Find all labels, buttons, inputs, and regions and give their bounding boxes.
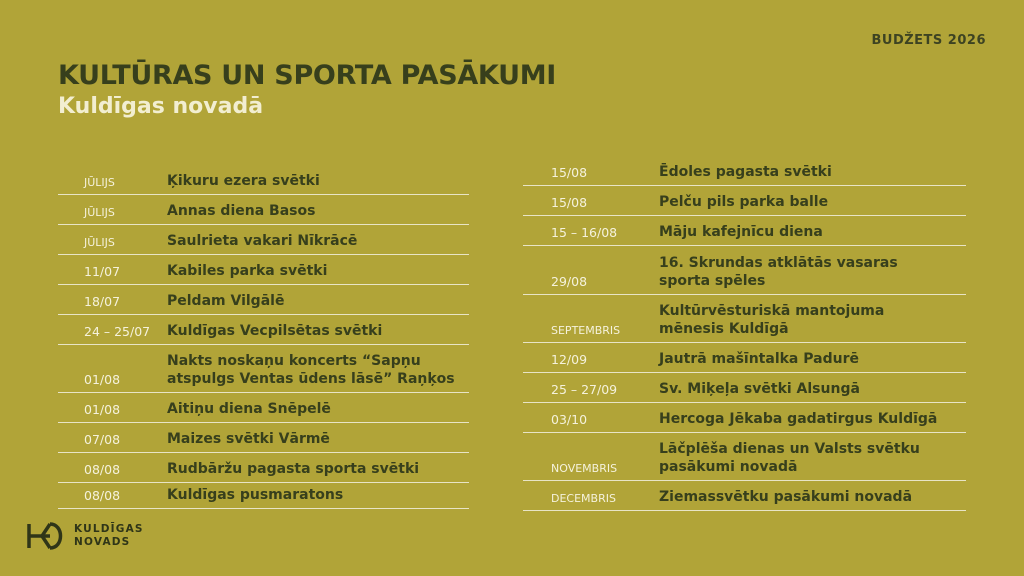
event-title: Peldam Vilgālē (167, 293, 285, 309)
event-row (523, 157, 966, 186)
event-date: JŪLIJS (84, 236, 115, 249)
event-title-line: sporta spēles (659, 273, 766, 289)
event-date: 08/08 (84, 462, 121, 477)
event-row (523, 373, 966, 403)
event-title-line: Lāčplēša dienas un Valsts svētku (659, 441, 920, 457)
event-title: Māju kafejnīcu diena (659, 224, 823, 240)
event-title: Sv. Miķeļa svētki Alsungā (659, 381, 860, 397)
events-list-right (523, 157, 966, 511)
event-row (523, 433, 966, 481)
event-title (659, 302, 884, 338)
event-row (58, 393, 469, 423)
event-row (523, 186, 966, 216)
event-title: Rudbāržu pagasta sporta svētki (167, 461, 420, 477)
logo-text (74, 523, 144, 549)
event-date: SEPTEMBRIS (551, 324, 621, 337)
event-row (58, 345, 469, 393)
event-title: Aitiņu diena Snēpelē (167, 401, 331, 417)
page-title: KULTŪRAS UN SPORTA PASĀKUMI (58, 60, 557, 91)
event-title-line: atspulgs Ventas ūdens lāsē” Raņķos (167, 371, 455, 387)
event-date: 29/08 (551, 274, 588, 289)
event-title: Pelču pils parka balle (659, 194, 829, 210)
budget-label: BUDŽETS 2026 (871, 33, 986, 48)
event-title: Jautrā mašīntalka Padurē (659, 351, 859, 367)
event-row (58, 285, 469, 315)
event-row (523, 403, 966, 433)
event-title: Ziemassvētku pasākumi novadā (659, 489, 913, 505)
event-title: Kuldīgas Vecpilsētas svētki (167, 323, 383, 339)
event-row (58, 166, 469, 195)
event-title: Saulrieta vakari Nīkrācē (167, 233, 358, 249)
event-title (659, 440, 920, 476)
event-date: 03/10 (551, 412, 588, 427)
event-row (523, 343, 966, 373)
event-date: 24 – 25/07 (84, 324, 151, 339)
event-date: 08/08 (84, 488, 121, 503)
event-title-line: Nakts noskaņu koncerts “Sapņu (167, 353, 421, 369)
event-title-line: pasākumi novadā (659, 459, 798, 475)
event-title (659, 254, 898, 290)
page-subtitle: Kuldīgas novadā (58, 94, 264, 119)
logo-line-1: KULDĪGAS (74, 523, 144, 535)
event-title: Hercoga Jēkaba gadatirgus Kuldīgā (659, 411, 938, 427)
event-title: Kuldīgas pusmaratons (167, 487, 344, 503)
event-row (523, 481, 966, 511)
event-date: 11/07 (84, 264, 121, 279)
event-row (58, 423, 469, 453)
logo-line-2: NOVADS (74, 536, 131, 548)
event-date: 25 – 27/09 (551, 382, 618, 397)
event-title: Maizes svētki Vārmē (167, 431, 330, 447)
event-date: NOVEMBRIS (551, 462, 618, 475)
event-row (58, 453, 469, 483)
event-title (167, 352, 455, 388)
event-row (523, 295, 966, 343)
events-list-left (58, 166, 469, 509)
event-row (58, 483, 469, 509)
event-title-line: mēnesis Kuldīgā (659, 321, 789, 337)
event-row (58, 225, 469, 255)
kuldiga-logo (26, 522, 144, 550)
event-row (58, 315, 469, 345)
event-date: 01/08 (84, 402, 121, 417)
event-title: Ēdoles pagasta svētki (659, 164, 832, 180)
event-title: Annas diena Basos (167, 203, 316, 219)
kuldiga-emblem-icon (26, 522, 66, 550)
event-date: JŪLIJS (84, 206, 115, 219)
event-date: DECEMBRIS (551, 492, 616, 505)
event-row (58, 255, 469, 285)
event-title-line: 16. Skrundas atklātās vasaras (659, 255, 898, 271)
event-date: 15/08 (551, 195, 588, 210)
event-date: 15/08 (551, 165, 588, 180)
event-date: 07/08 (84, 432, 121, 447)
event-title-line: Kultūrvēsturiskā mantojuma (659, 303, 885, 319)
event-row (523, 246, 966, 295)
event-row (523, 216, 966, 246)
event-date: 01/08 (84, 372, 121, 387)
event-date: 18/07 (84, 294, 121, 309)
event-row (58, 195, 469, 225)
event-title: Ķikuru ezera svētki (167, 173, 320, 189)
event-date: 12/09 (551, 352, 588, 367)
event-title: Kabiles parka svētki (167, 263, 328, 279)
event-date: JŪLIJS (84, 176, 115, 189)
event-date: 15 – 16/08 (551, 225, 618, 240)
